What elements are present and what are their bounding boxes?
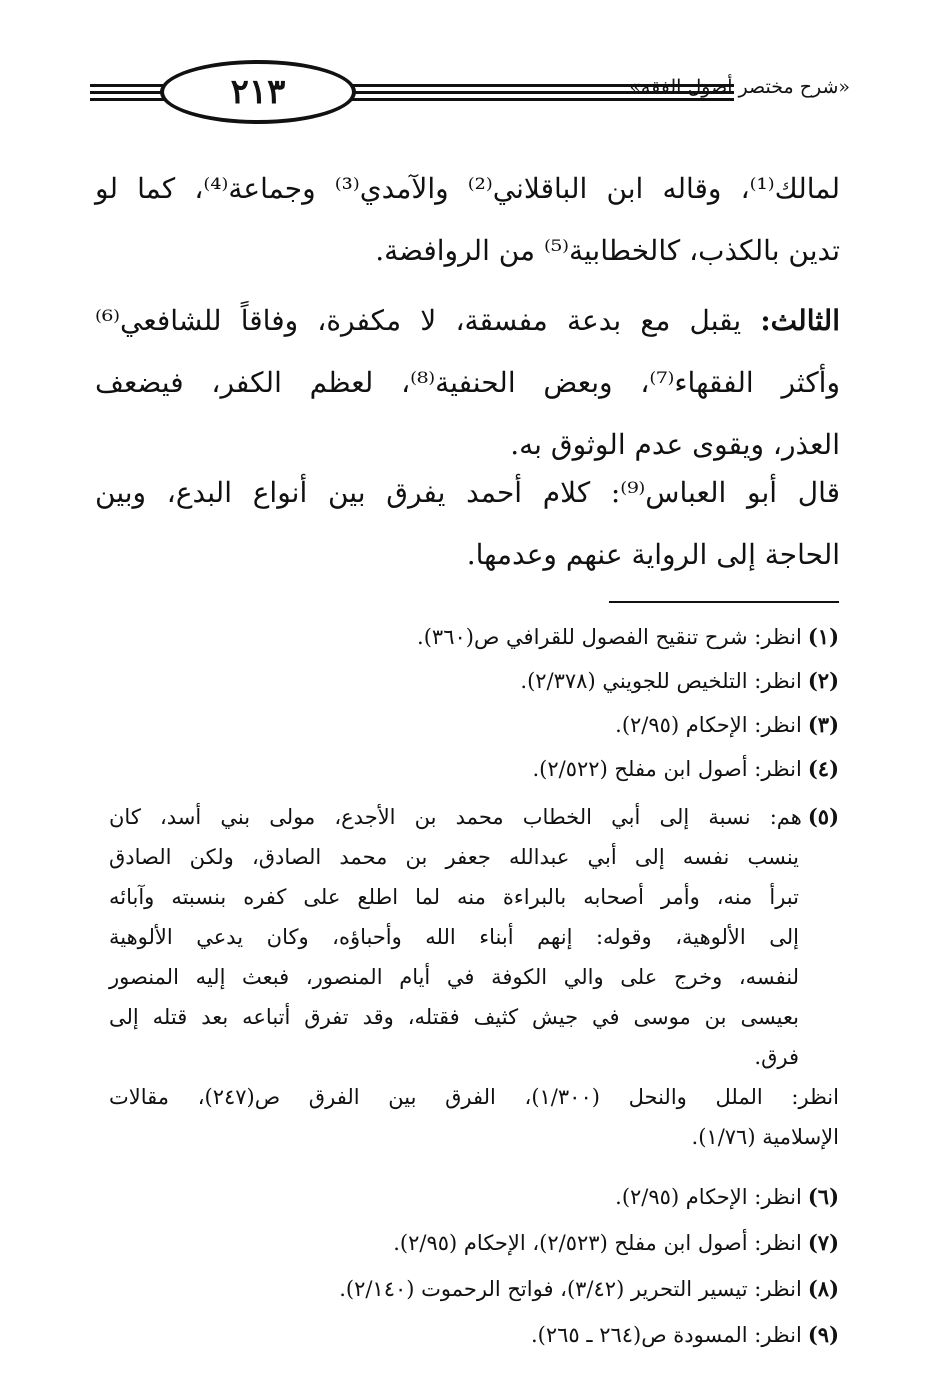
text-line: تدين بالكذب، كالخطابية⁽⁵⁾ من الروافضة.	[375, 234, 840, 267]
text-line: وأكثر الفقهاء⁽⁷⁾، وبعض الحنفية⁽⁸⁾، لعظم الكفر، فيضعف	[95, 366, 840, 399]
footnote-9	[109, 1315, 839, 1355]
footnote-number: (٩)	[807, 1322, 839, 1347]
footnote-text: انظر: الإحكام (٢/٩٥).	[615, 713, 802, 737]
footnote-line: فرق.	[754, 1045, 799, 1069]
footnote-line: تبرأ منه، وأمر أصحابه بالبراءة منه لما اطلع على كفره بنسبته وآبائه	[109, 885, 799, 909]
footnote-number: (١)	[807, 624, 839, 649]
footnote-text: انظر: المسودة ص(٢٦٤ ـ ٢٦٥).	[530, 1323, 802, 1347]
footnote-text: انظر: أصول ابن مفلح (٢/٥٢٢).	[532, 757, 802, 781]
text-line: العذر، ويقوى عدم الوثوق به.	[510, 428, 840, 461]
footnote-text: انظر: الإحكام (٢/٩٥).	[615, 1185, 802, 1209]
book-title: «شرح مختصر أصول الفقه»	[629, 76, 850, 98]
footnote-number: (٣)	[807, 712, 839, 737]
footnote-number: (٥)	[807, 804, 839, 829]
text-line	[95, 290, 840, 352]
footnote-text: هم: نسبة إلى أبي الخطاب محمد بن الأجدع، مولى بني أسد، كان	[109, 805, 802, 829]
footnote-number: (٢)	[807, 668, 839, 693]
paragraph-1	[95, 158, 840, 282]
footnote-8	[109, 1269, 839, 1309]
footnote-line: إلى الألوهية، وقوله: إنهم أبناء الله وأحباؤه، وكان يدعي الألوهية	[109, 925, 799, 949]
footnote-line: لنفسه، وخرج على والي الكوفة في أيام المنصور، فبعث إليه المنصور	[109, 965, 799, 989]
footnote-7	[109, 1223, 839, 1263]
footnote-number: (٧)	[807, 1230, 839, 1255]
footnote-3	[109, 705, 839, 745]
header-rule	[348, 98, 734, 101]
footnote-4	[109, 749, 839, 789]
footnote-5	[109, 797, 839, 1157]
text-line: قال أبو العباس⁽⁹⁾: كلام أحمد يفرق بين أنواع البدع، وبين	[95, 476, 841, 509]
footnote-first-line	[109, 797, 839, 837]
footnote-text: انظر: أصول ابن مفلح (٢/٥٢٣)، الإحكام (٢/٩٥).	[393, 1231, 802, 1255]
footnote-line: الإسلامية (١/٧٦).	[691, 1125, 839, 1149]
page-header	[90, 62, 850, 132]
paragraph-2	[95, 290, 840, 476]
page-number: ٢١٣	[160, 60, 356, 124]
footnote-divider	[609, 601, 839, 603]
footnote-text: انظر: التلخيص للجويني (٢/٣٧٨).	[520, 669, 802, 693]
footnote-1	[109, 617, 839, 657]
paragraph-3	[95, 462, 840, 586]
footnote-number: (٤)	[807, 756, 839, 781]
footnote-line: بعيسى بن موسى في جيش كثيف فقتله، وقد تفرق أتباعه بعد قتله إلى	[109, 1005, 799, 1029]
text-line: لمالك⁽¹⁾، وقاله ابن الباقلاني⁽²⁾ والآمدي⁽³⁾ وجماعة⁽⁴⁾، كما لو	[95, 172, 841, 205]
footnote-text: انظر: تيسير التحرير (٣/٤٢)، فواتح الرحموت (٢/١٤٠).	[339, 1277, 802, 1301]
text-line-rest: يقبل مع بدعة مفسقة، لا مكفرة، وفاقاً للشافعي⁽⁶⁾	[95, 304, 761, 337]
footnote-line: انظر: الملل والنحل (١/٣٠٠)، الفرق بين الفرق ص(٢٤٧)، مقالات	[109, 1085, 839, 1109]
text-line: الحاجة إلى الرواية عنهم وعدمها.	[466, 538, 840, 571]
footnote-text: انظر: شرح تنقيح الفصول للقرافي ص(٣٦٠).	[417, 625, 802, 649]
footnote-number: (٦)	[807, 1184, 839, 1209]
paragraph-lead: الثالث:	[760, 304, 840, 337]
footnote-number: (٨)	[807, 1276, 839, 1301]
footnote-6	[109, 1177, 839, 1217]
footnote-line: ينسب نفسه إلى أبي عبدالله جعفر بن محمد الصادق، ولكن الصادق	[109, 845, 799, 869]
footnote-2	[109, 661, 839, 701]
